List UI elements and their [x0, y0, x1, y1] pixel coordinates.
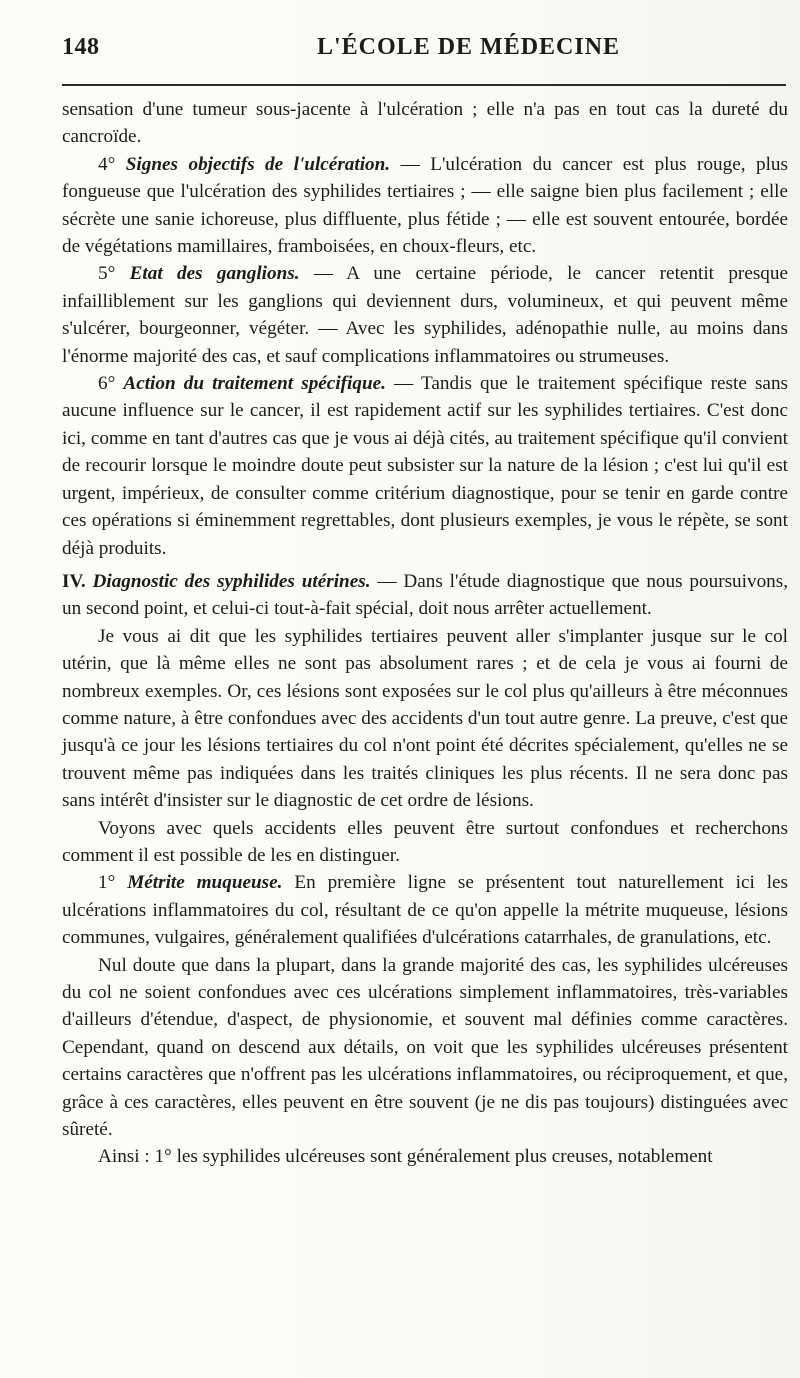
running-head: L'ÉCOLE DE MÉDECINE: [317, 34, 621, 60]
paragraph-action-traitement: [62, 370, 788, 562]
item-heading: Métrite muqueuse.: [127, 872, 283, 894]
paragraph: [62, 96, 788, 151]
paragraph-text: — A une certaine période, le cancer retentit presque infailliblement sur les ganglions qui deviennent durs, volumineux, et qui peuvent même s'ulcérer, bourgeonner, végéter. — Avec les syphilides, adénopathie nulle, au moins dans l'énorme majorité des cas, et sauf complications inflammatoires ou strumeuses.: [62, 263, 789, 367]
paragraph-text: Je vous ai dit que les syphilides tertiaires peuvent aller s'implanter jusque sur le col utérin, que là même elles ne sont pas absolument rares ; et de cela je vous ai fourni de nombreux exemples. Or, ces lésions sont exposées sur le col plus qu'ailleurs à être méconnues comme nature, à être confondues avec des accidents d'un tout autre genre. La preuve, c'est que jusqu'à ce jour les lésions tertiaires du col n'ont point été décrites spécialement, qu'elles ne se trouvent même pas indiquées dans les traités cliniques les plus récents. Il ne sera donc pas sans intérêt d'insister sur le diagnostic de cet ordre de lésions.: [62, 625, 788, 812]
item-heading: Signes objectifs de l'ulcération.: [125, 153, 391, 175]
section-diagnostic: [62, 568, 788, 623]
section-number: IV.: [62, 570, 86, 592]
paragraph: [62, 1143, 788, 1170]
page-number: 148: [62, 34, 100, 60]
paragraph: [62, 623, 788, 815]
item-number: 4°: [98, 153, 116, 175]
paragraph-text: Nul doute que dans la plupart, dans la grande majorité des cas, les syphilides ulcéreuses du col ne soient confondues avec ces ulcérations simplement inflammatoires, très-variables d'ailleurs d'étendue, d'aspect, de physionomie, et souvent mal définies comme caractères. Cependant, quand on descend aux détails, on voit que les syphilides ulcéreuses présentent certains caractères que n'offrent pas les ulcérations inflammatoires, ou réciproquement, et que, grâce à ces caractères, elles peuvent en être souvent (je ne dis pas toujours) distinguées avec sûreté.: [62, 954, 788, 1141]
paragraph-signes-objectifs: [62, 151, 788, 261]
paragraph-text: sensation d'une tumeur sous-jacente à l'ulcération ; elle n'a pas en tout cas la dureté du cancroïde.: [62, 99, 788, 148]
paragraph-text: Voyons avec quels accidents elles peuvent être surtout confondues et recherchons comment il est possible de les en distinguer.: [62, 817, 788, 866]
section-heading: Diagnostic des syphilides utérines.: [92, 570, 371, 592]
item-heading: Etat des ganglions.: [129, 263, 300, 285]
paragraph-text: — Tandis que le traitement spécifique reste sans aucune influence sur le cancer, il est rapidement actif sur les syphilides tertiaires. C'est donc ici, comme en tant d'autres cas que je vous ai déjà cités, au traitement spécifique qu'il convient de recourir lorsque le moindre doute peut subsister sur la nature de la lésion ; c'est lui qu'il est urgent, impérieux, de consulter comme critérium diagnostique, pour se tenir en garde contre ces opérations si éminemment regrettables, dont plusieurs exemples, je vous le répète, se sont déjà produits.: [62, 373, 789, 559]
item-number: 6°: [98, 373, 116, 395]
paragraph: [62, 952, 788, 1144]
paragraph-metrite-muqueuse: [62, 869, 788, 951]
item-number: 5°: [98, 263, 116, 285]
header-rule: [62, 84, 786, 86]
paragraph: [62, 815, 788, 870]
paragraph-text: Ainsi : 1° les syphilides ulcéreuses sont généralement plus creuses, notablement: [98, 1146, 713, 1168]
paragraph-text: — L'ulcération du cancer est plus rouge, plus fongueuse que l'ulcération des syphilides tertiaires ; — elle saigne bien plus facilement ; elle sécrète une sanie ichoreuse, plus diffluente, plus fétide ; — elle est souvent entourée, bordée de végétations mamillaires, framboisées, en choux-fleurs, etc.: [62, 153, 788, 258]
paragraph-text: En première ligne se présentent tout naturellement ici les ulcérations inflammatoires du col, résultant de ce qu'on appelle la métrite muqueuse, lésions communes, vulgaires, généralement qualifiées d'ulcérations catarrhales, de granulations, etc.: [62, 872, 789, 949]
paragraph-etat-ganglions: [62, 260, 788, 370]
body-text: [62, 96, 788, 1171]
paragraph-text: — Dans l'étude diagnostique que nous poursuivons, un second point, et celui-ci tout-à-fait spécial, doit nous arrêter actuellement.: [62, 570, 789, 620]
item-number: 1°: [98, 872, 116, 894]
page-header: [62, 22, 786, 70]
item-heading: Action du traitement spécifique.: [123, 373, 386, 395]
